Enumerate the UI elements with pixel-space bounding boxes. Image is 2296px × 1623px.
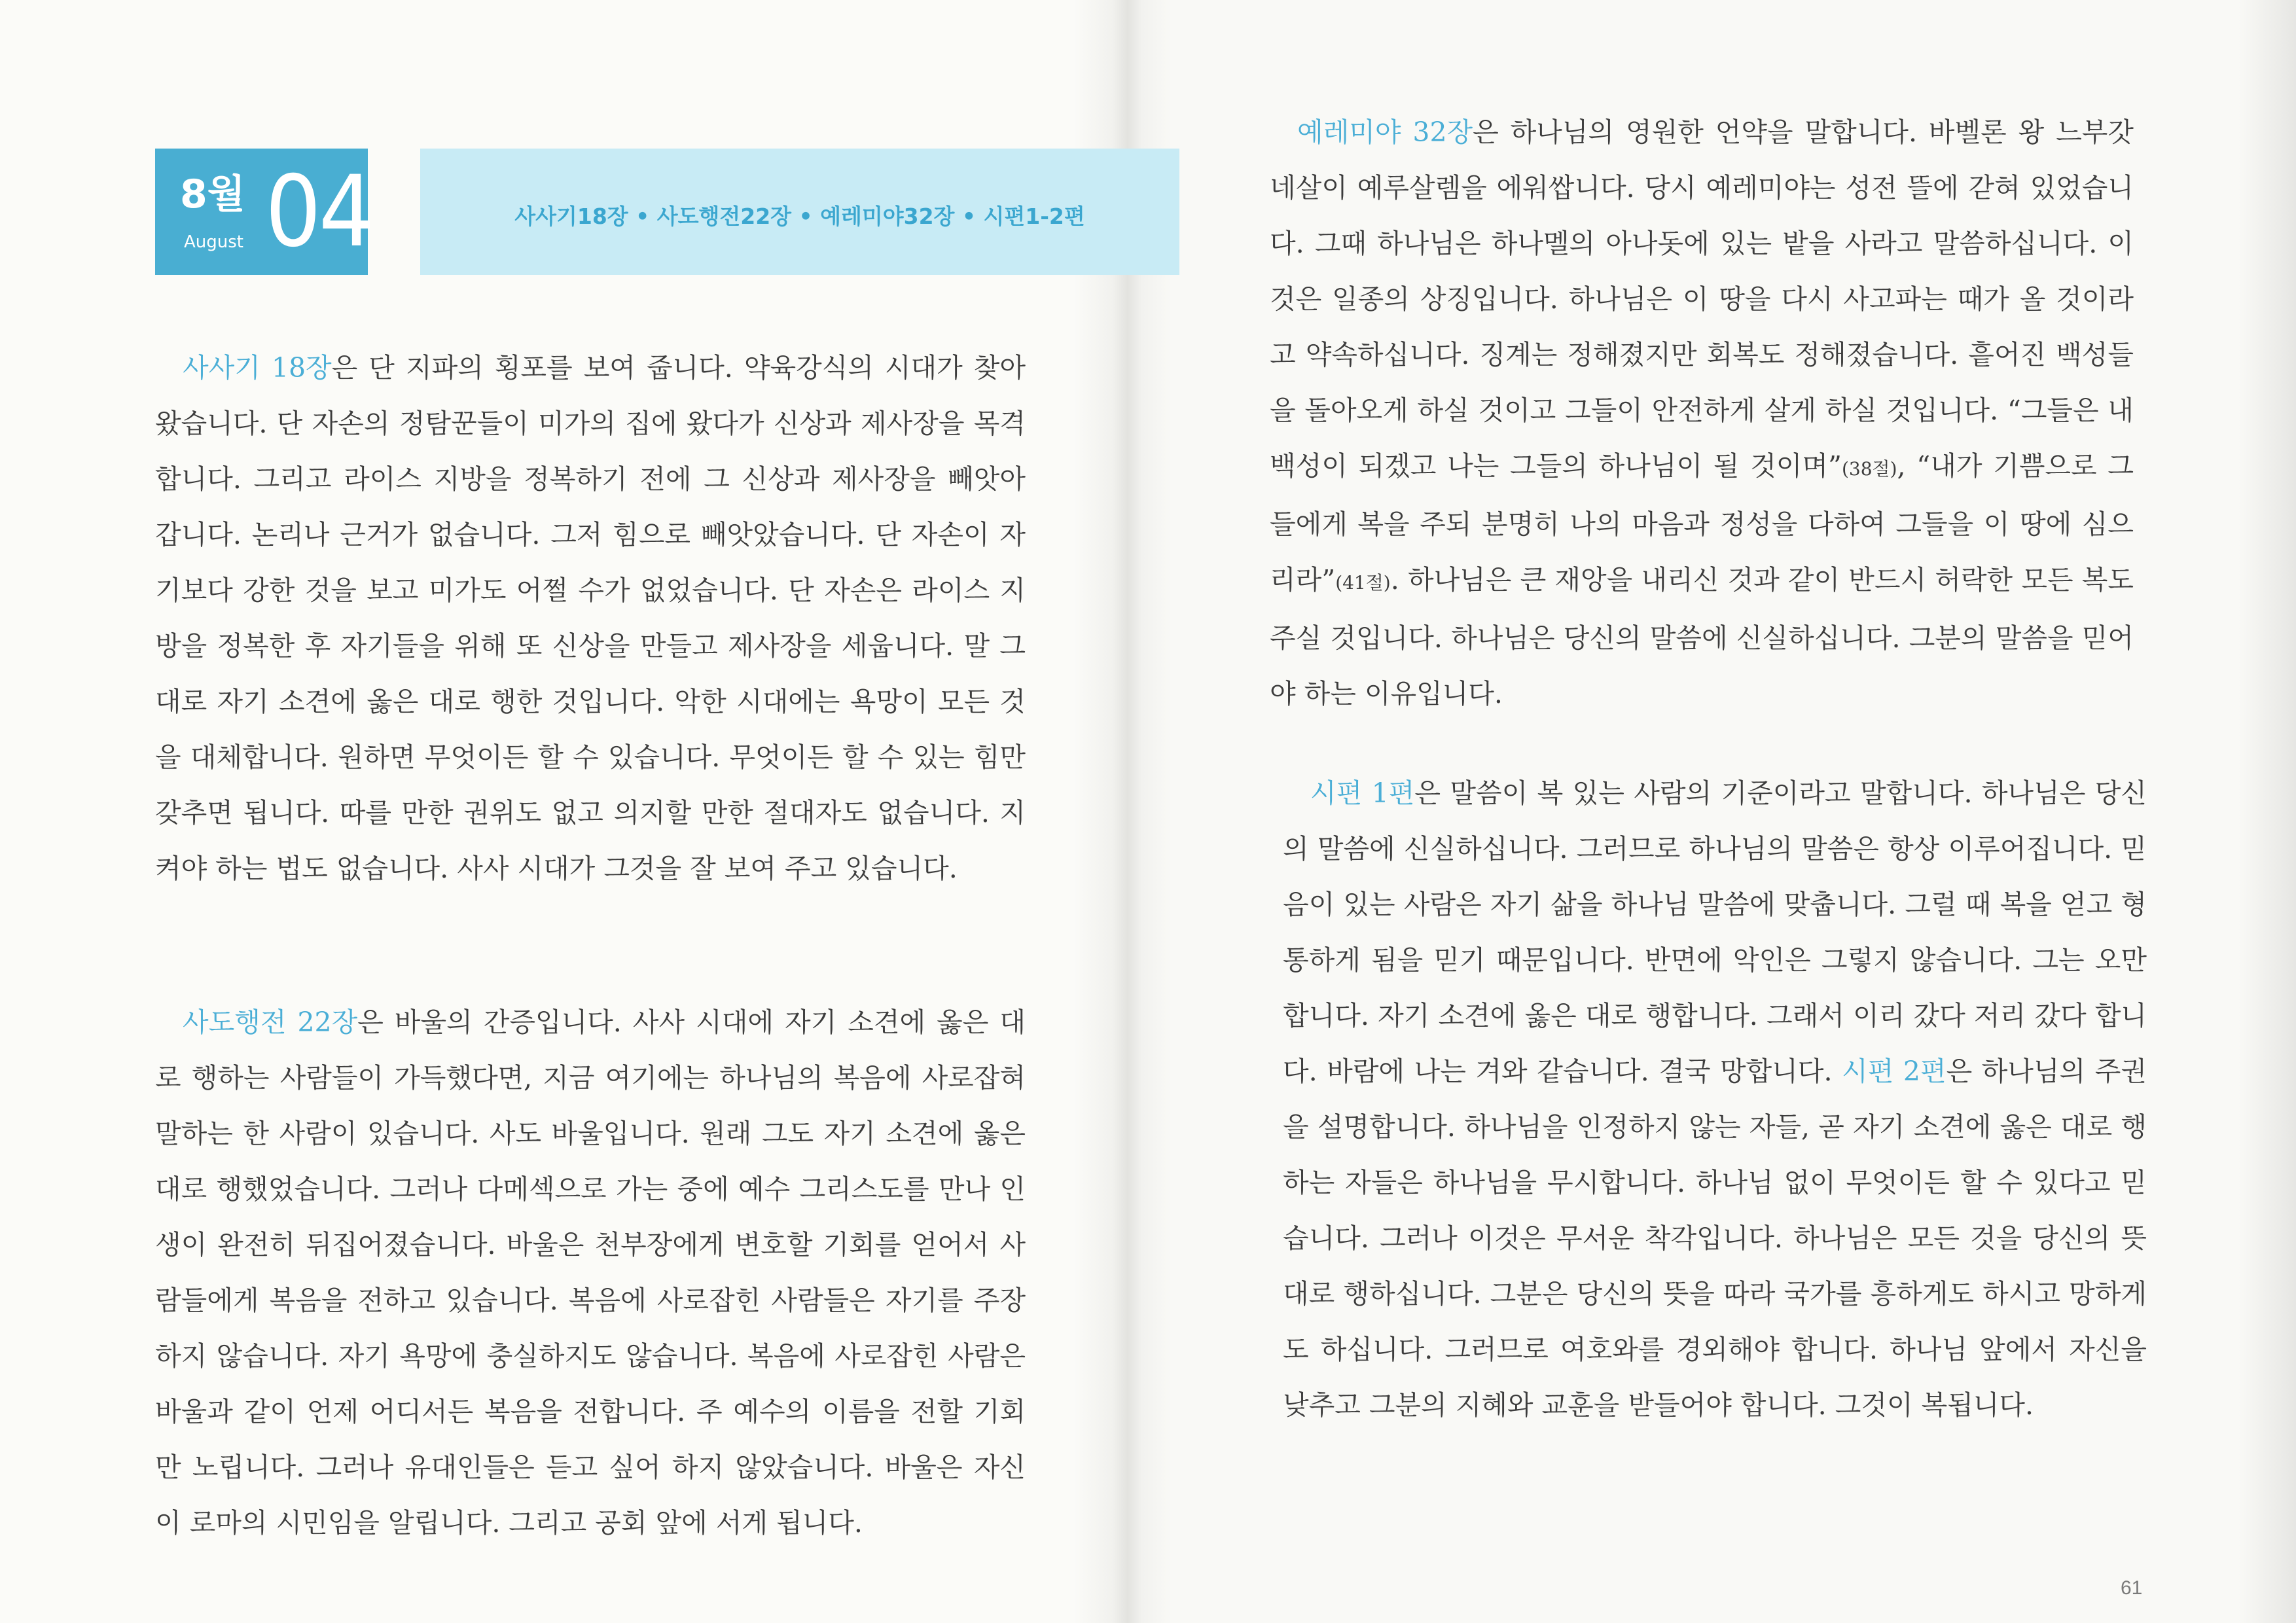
scripture-reference: 사사기 18장 xyxy=(183,352,332,383)
paragraph-text: 은 하나님의 주권을 설명합니다. 하나님을 인정하지 않는 자들, 곧 자기 소견에 옳은 대로 행하는 자들은 하나님을 무시합니다. 하나님 없이 무엇이든 할 수 있다고 믿습니다. 그러나 이것은 무서운 착각입니다. 하나님은 모든 것을 당신의 뜻대로 행하십니다. 그분은 당신의 뜻을 따라 국가를 흥하게도 하시고 망하게도 하십니다. 그러므로 여호와를 경외해야 합니다. 하나님 앞에서 자신을 낮추고 그분의 지혜와 교훈을 받들어야 합니다. 그것이 복됩니다. xyxy=(1283,1056,2147,1421)
reading-chapters-banner xyxy=(420,149,1179,275)
page-number: 61 xyxy=(2121,1577,2143,1599)
paragraph-text: 은 바울의 간증입니다. 사사 시대에 자기 소견에 옳은 대로 행하는 사람들이 가득했다면, 지금 여기에는 하나님의 복음에 사로잡혀 말하는 한 사람이 있습니다. 사도 바울입니다. 원래 그도 자기 소견에 옳은 대로 행했었습니다. 그러나 다메섹으로 가는 중에 예수 그리스도를 만나 인생이 완전히 뒤집어졌습니다. 바울은 천부장에게 변호할 기회를 얻어서 사람들에게 복음을 전하고 있습니다. 복음에 사로잡힌 사람들은 자기를 주장하지 않습니다. 자기 욕망에 충실하지도 않습니다. 복음에 사로잡힌 사람은 바울과 같이 언제 어디서든 복음을 전합니다. 주 예수의 이름을 전할 기회만 노립니다. 그러나 유대인들은 듣고 싶어 하지 않았습니다. 바울은 자신이 로마의 시민임을 알립니다. 그리고 공회 앞에 서게 됩니다. xyxy=(155,1007,1026,1539)
scripture-reference: 시편 2편 xyxy=(1842,1056,1946,1087)
page-edge-shadow xyxy=(2238,0,2296,1623)
day-number: 04 xyxy=(265,155,372,269)
paragraph-text: 은 하나님의 영원한 언약을 말합니다. 바벨론 왕 느부갓네살이 예루살렘을 에워쌉니다. 당시 예레미야는 성전 뜰에 갇혀 있었습니다. 그때 하나님은 하나멜의 아나돗에 있는 밭을 사라고 말씀하십니다. 이것은 일종의 상징입니다. 하나님은 이 땅을 다시 사고파는 때가 올 것이라고 약속하십니다. 징계는 정해졌지만 회복도 정해졌습니다. 흩어진 백성들을 돌아오게 하실 것이고 그들이 안전하게 살게 하실 것입니다. “그들은 내 백성이 되겠고 나는 그들의 하나님이 될 것이며” xyxy=(1270,116,2134,482)
scripture-reference: 시편 1편 xyxy=(1310,777,1415,809)
month-label: 8월 xyxy=(180,171,245,217)
month-english-label: August xyxy=(184,232,243,252)
paragraph-text: 은 단 지파의 횡포를 보여 줍니다. 약육강식의 시대가 찾아 왔습니다. 단 자손의 정탐꾼들이 미가의 집에 왔다가 신상과 제사장을 목격합니다. 그리고 라이스 지방을 정복하기 전에 그 신상과 제사장을 빼앗아 갑니다. 논리나 근거가 없습니다. 그저 힘으로 빼앗았습니다. 단 자손이 자기보다 강한 것을 보고 미가도 어쩔 수가 없었습니다. 단 자손은 라이스 지방을 정복한 후 자기들을 위해 또 신상을 만들고 제사장을 세웁니다. 말 그대로 자기 소견에 옳은 대로 행한 것입니다. 악한 시대에는 욕망이 모든 것을 대체합니다. 원하면 무엇이든 할 수 있습니다. 무엇이든 할 수 있는 힘만 갖추면 됩니다. 따를 만한 권위도 없고 의지할 만한 절대자도 없습니다. 지켜야 하는 법도 없습니다. 사사 시대가 그것을 잘 보여 주고 있습니다. xyxy=(155,352,1026,884)
date-badge xyxy=(155,149,372,275)
paragraph-psalms xyxy=(1283,766,2147,1433)
verse-note: (41절) xyxy=(1335,572,1391,594)
scripture-reference: 예레미야 32장 xyxy=(1297,116,1473,148)
paragraph-jeremiah xyxy=(1270,105,2134,722)
paragraph-text: , “내가 기쁨으로 그들에게 복을 주되 분명히 나의 마음과 정성을 다하여 그들을 이 땅에 심으리라” xyxy=(1270,450,2134,596)
paragraph-judges xyxy=(155,340,1026,897)
paragraph-acts xyxy=(155,995,1026,1551)
paragraph-text: 은 말씀이 복 있는 사람의 기준이라고 말합니다. 하나님은 당신의 말씀에 신실하십니다. 그러므로 하나님의 말씀은 항상 이루어집니다. 믿음이 있는 사람은 자기 삶을 하나님 말씀에 맞춥니다. 그럴 때 복을 얻고 형통하게 됨을 믿기 때문입니다. 반면에 악인은 그렇지 않습니다. 그는 오만합니다. 자기 소견에 옳은 대로 행합니다. 그래서 이리 갔다 저리 갔다 합니다. 바람에 나는 겨와 같습니다. 결국 망합니다. xyxy=(1283,777,2147,1087)
reading-chapters-text: 사사기18장 • 사도행전22장 • 예레미야32장 • 시편1-2편 xyxy=(514,204,1085,229)
verse-note: (38절) xyxy=(1841,458,1897,480)
paragraph-text: . 하나님은 큰 재앙을 내리신 것과 같이 반드시 허락한 모든 복도 주실 것입니다. 하나님은 당신의 말씀에 신실하십니다. 그분의 말씀을 믿어야 하는 이유입니다. xyxy=(1270,564,2134,709)
scripture-reference: 사도행전 22장 xyxy=(183,1007,358,1038)
